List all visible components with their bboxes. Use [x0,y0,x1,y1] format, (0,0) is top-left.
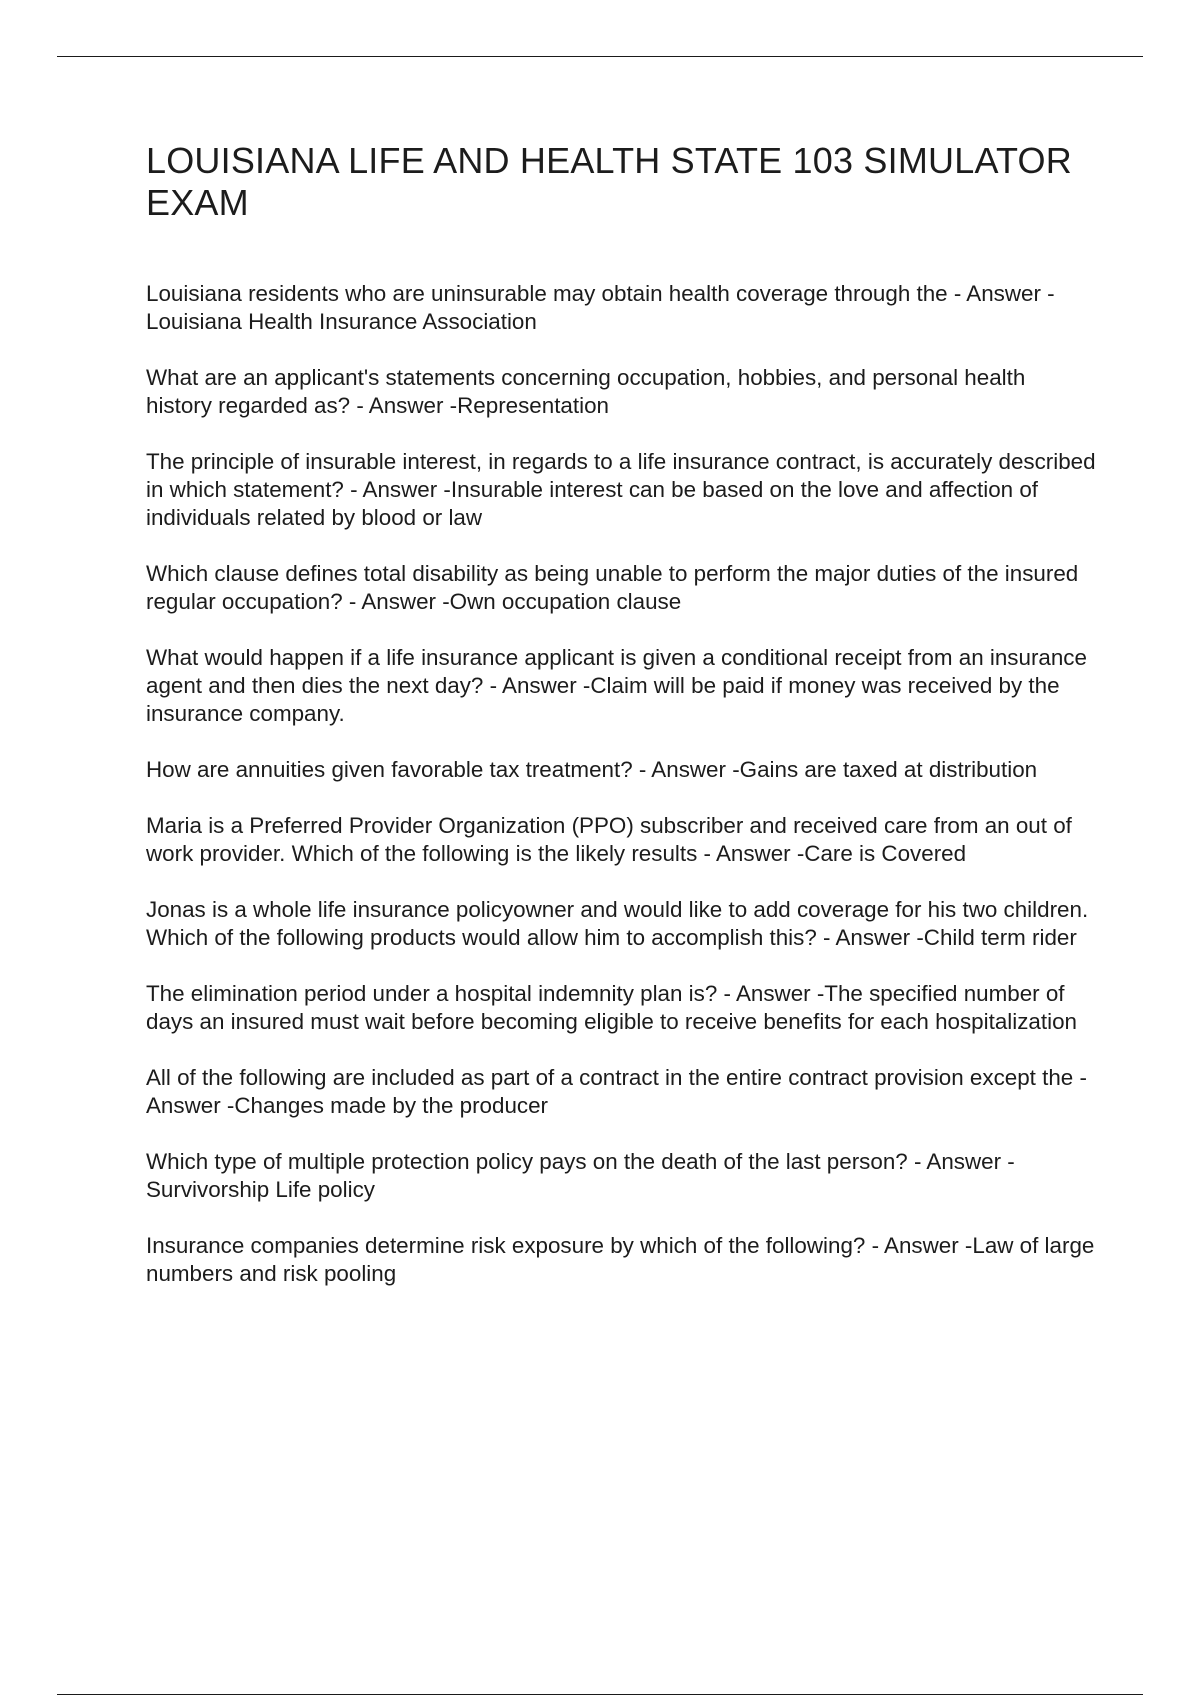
document-body [146,140,1096,1316]
qa-item: Which type of multiple protection policy pays on the death of the last person? - Answer -Survivorship Life policy [146,1149,1015,1202]
qa-item: The elimination period under a hospital indemnity plan is? - Answer -The specified number of days an insured must wait before becoming eligible to receive benefits for each hospitalization [146,981,1077,1034]
top-divider [57,56,1143,57]
qa-item: Jonas is a whole life insurance policyowner and would like to add coverage for his two children. Which of the following products would allow him to accomplish this? - Answer -Child term rider [146,897,1089,950]
bottom-divider [57,1694,1143,1695]
document-title: LOUISIANA LIFE AND HEALTH STATE 103 SIMULATOR EXAM [146,140,1072,223]
qa-item: Insurance companies determine risk exposure by which of the following? - Answer -Law of large numbers and risk pooling [146,1233,1095,1286]
qa-list [146,280,1096,1288]
qa-item: Louisiana residents who are uninsurable may obtain health coverage through the - Answer -Louisiana Health Insurance Association [146,281,1055,334]
qa-item: What would happen if a life insurance applicant is given a conditional receipt from an insurance agent and then dies the next day? - Answer -Claim will be paid if money was received by the insurance company. [146,645,1087,726]
qa-item: Maria is a Preferred Provider Organization (PPO) subscriber and received care from an out of work provider. Which of the following is the likely results - Answer -Care is Covered [146,813,1072,866]
qa-item: The principle of insurable interest, in regards to a life insurance contract, is accurately described in which statement? - Answer -Insurable interest can be based on the love and affection of individuals related by blood or law [146,449,1096,530]
qa-item: All of the following are included as part of a contract in the entire contract provision except the - Answer -Changes made by the producer [146,1065,1087,1118]
qa-item: What are an applicant's statements concerning occupation, hobbies, and personal health history regarded as? - Answer -Representation [146,365,1026,418]
qa-item: Which clause defines total disability as being unable to perform the major duties of the insured regular occupation? - Answer -Own occupation clause [146,561,1079,614]
qa-item: How are annuities given favorable tax treatment? - Answer -Gains are taxed at distribution [146,757,1038,782]
